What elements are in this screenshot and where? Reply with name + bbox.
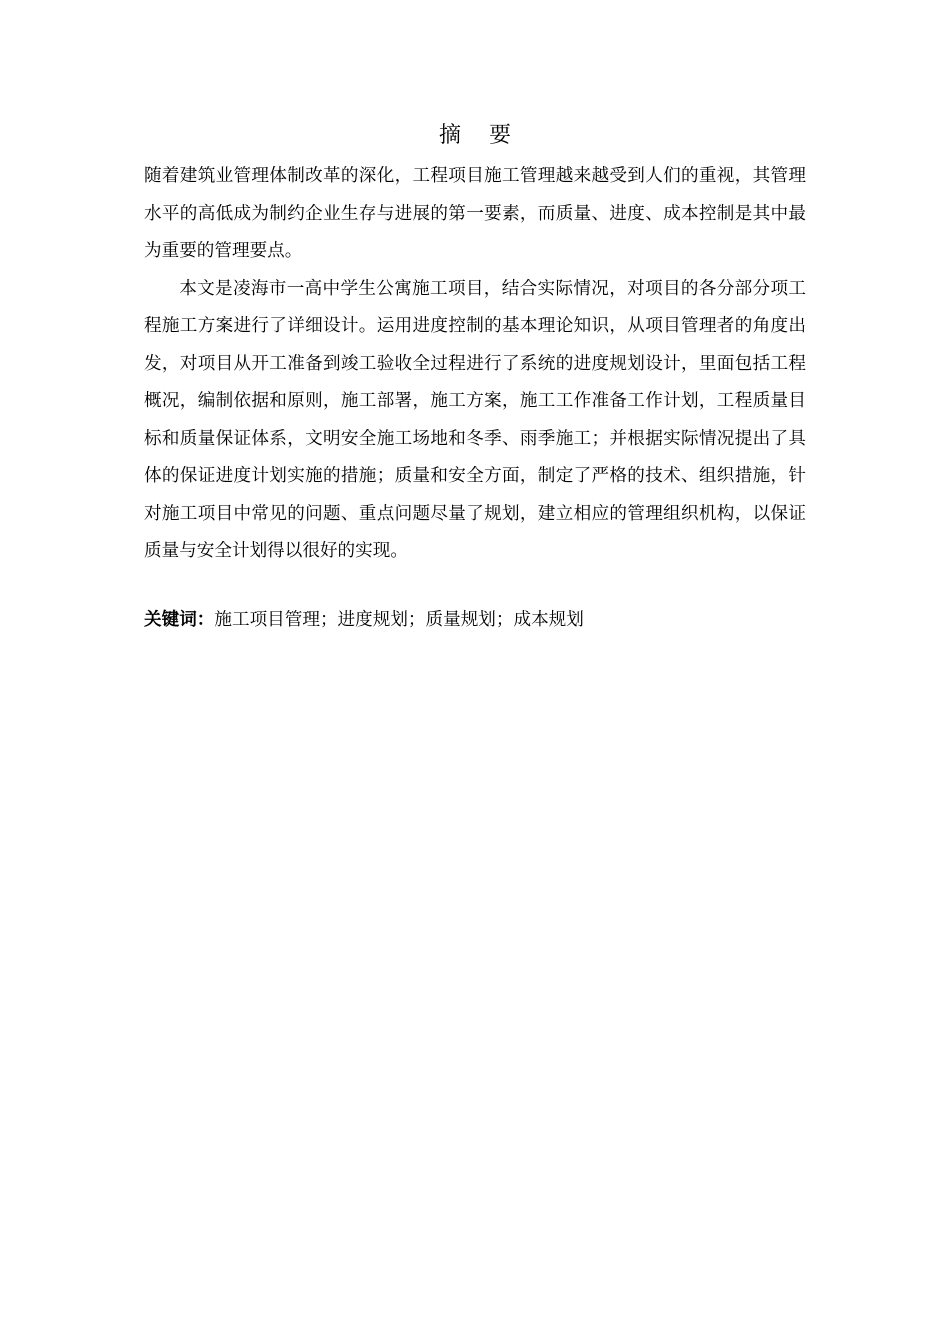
keywords-line [144, 602, 806, 640]
abstract-title: 摘 要 [439, 123, 511, 148]
keywords-text: 施工项目管理；进度规划；质量规划；成本规划 [214, 609, 584, 630]
abstract-paragraph-2: 本文是凌海市一高中学生公寓施工项目，结合实际情况，对项目的各分部分项工程施工方案进行了详细设计。运用进度控制的基本理论知识，从项目管理者的角度出发，对项目从开工准备到竣工验收全过程进行了系统的进度规划设计，里面包括工程概况，编制依据和原则，施工部署，施工方案，施工工作准备工作计划，工程质量目标和质量保证体系，文明安全施工场地和冬季、雨季施工；并根据实际情况提出了具体的保证进度计划实施的措施；质量和安全方面，制定了严格的技术、组织措施，针对施工项目中常见的问题、重点问题尽量了规划，建立相应的管理组织机构，以保证质量与安全计划得以很好的实现。 [144, 278, 806, 561]
abstract-paragraph-1: 随着建筑业管理体制改革的深化，工程项目施工管理越来越受到人们的重视，其管理水平的高低成为制约企业生存与进展的第一要素，而质量、进度、成本控制是其中最为重要的管理要点。 [144, 166, 806, 261]
abstract-section [144, 118, 806, 639]
keywords-label: 关键词： [144, 609, 215, 630]
